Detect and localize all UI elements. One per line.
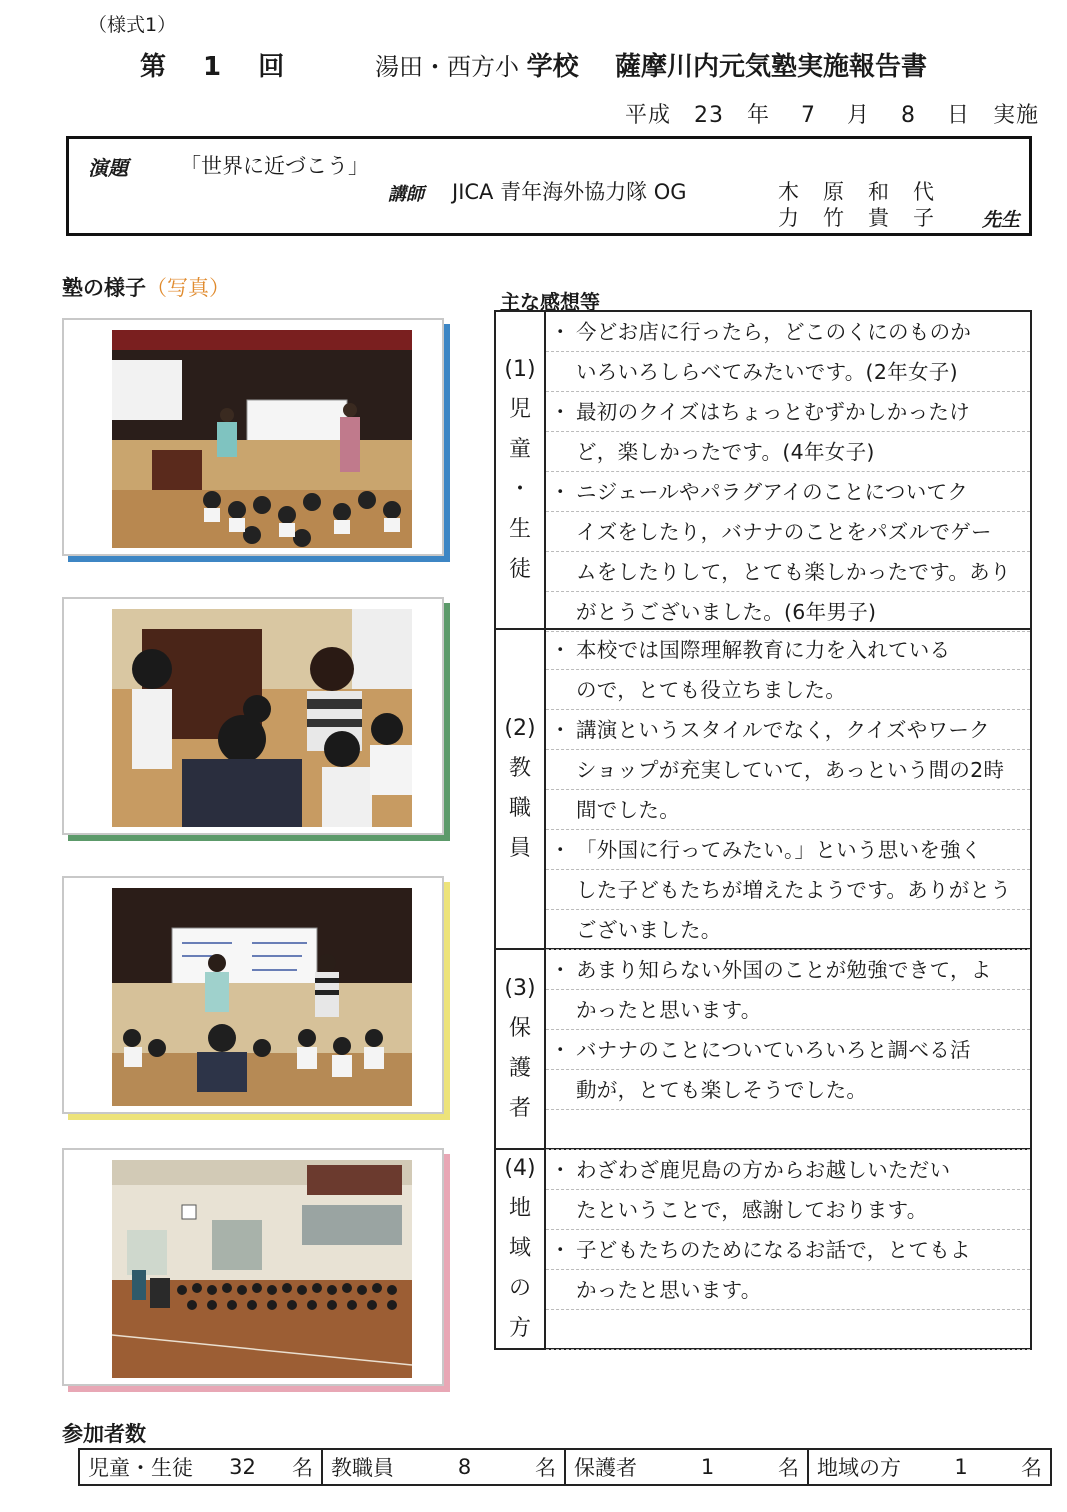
report-title: 薩摩川内元気塾実施報告書 (615, 52, 928, 82)
comment-line: ・ 本校では国際理解教育に力を入れている (546, 630, 1030, 670)
photo-4 (62, 1148, 444, 1386)
comment-line: ので，とても役立ちました。 (546, 670, 1030, 710)
comments-heading: 主な感想等 (500, 290, 600, 314)
participant-unit: 名 (535, 1456, 556, 1480)
participants-heading: 参加者数 (62, 1422, 146, 1446)
participant-count: 8 (457, 1455, 472, 1479)
photo-2 (62, 597, 444, 835)
comment-lines (546, 312, 1030, 632)
label-char: (3) (504, 976, 536, 1001)
comment-line: ・ 「外国に行ってみたい。」という思いを強く (546, 830, 1030, 870)
label-char: (4) (504, 1156, 536, 1181)
photo-1-image (112, 330, 412, 548)
label-char: (2) (504, 716, 536, 741)
comment-line: ・ ニジェールやパラグアイのことについてク (546, 472, 1030, 512)
label-char: ・ (508, 477, 531, 502)
comment-line: ・ バナナのことについていろいろと調べる活 (546, 1030, 1030, 1070)
comment-section (496, 312, 1030, 630)
implementation-date: 平成 23 年 7 月 8 日 実施 (625, 103, 1039, 128)
label-char: の (508, 1276, 531, 1301)
comment-section-label (496, 950, 546, 1148)
comment-lines (546, 630, 1030, 950)
lecturer-name-2: 力竹貴子 (778, 206, 958, 230)
participants-table (78, 1448, 1052, 1486)
label-char: 員 (508, 836, 531, 861)
comment-line: かったと思います。 (546, 990, 1030, 1030)
comment-lines (546, 950, 1030, 1150)
label-char: 教 (508, 756, 531, 781)
comment-section-label (496, 1150, 546, 1348)
photo-heading-sub: （写真） (146, 276, 230, 300)
comment-section-label (496, 630, 546, 948)
photo-3 (62, 876, 444, 1114)
comment-section (496, 1150, 1030, 1348)
comment-line: ・ 今どお店に行ったら，どこのくにのものか (546, 312, 1030, 352)
lecturer-organization: JICA 青年海外協力隊 OG (452, 180, 687, 204)
comment-line: ど，楽しかったです。(4年女子) (546, 432, 1030, 472)
honorific: 先生 (982, 209, 1021, 231)
participant-cell (323, 1450, 566, 1484)
label-char: 方 (508, 1316, 531, 1341)
topic-label: 演題 (88, 156, 128, 180)
comment-section (496, 950, 1030, 1150)
comment-line: いろいろしらべてみたいです。(2年女子) (546, 352, 1030, 392)
comment-line: ムをしたりして，とても楽しかったです。あり (546, 552, 1030, 592)
photo-section-heading (62, 272, 230, 302)
participant-label: 児童・生徒 (88, 1456, 193, 1480)
photo-heading-main: 塾の様子 (62, 276, 146, 300)
comment-line (546, 1310, 1030, 1350)
comment-line: ございました。 (546, 910, 1030, 950)
comment-line: かったと思います。 (546, 1270, 1030, 1310)
participant-unit: 名 (292, 1456, 313, 1480)
participant-cell (80, 1450, 323, 1484)
participant-count: 32 (229, 1455, 256, 1479)
comment-line: がとうございました。(6年男子) (546, 592, 1030, 632)
comment-line: した子どもたちが増えたようです。ありがとう (546, 870, 1030, 910)
school-suffix: 学校 (526, 52, 579, 82)
comment-section-label (496, 312, 546, 628)
label-char: 地 (508, 1196, 531, 1221)
label-char: 保 (508, 1016, 531, 1041)
photo-1 (62, 318, 444, 556)
label-char: (1) (504, 357, 536, 382)
participant-count: 1 (954, 1455, 968, 1479)
participant-unit: 名 (778, 1456, 799, 1480)
comments-table (494, 310, 1032, 1350)
comment-line: イズをしたり，バナナのことをパズルでゲー (546, 512, 1030, 552)
comment-line: ・ わざわざ鹿児島の方からお越しいただい (546, 1150, 1030, 1190)
session-number: 第 1 回 (140, 52, 299, 82)
photo-2-image (112, 609, 412, 827)
comment-section (496, 630, 1030, 950)
label-char: 童 (508, 437, 531, 462)
label-char: 護 (508, 1056, 531, 1081)
comment-line: たということで，感謝しております。 (546, 1190, 1030, 1230)
label-char: 域 (508, 1236, 531, 1261)
comment-line: 間でした。 (546, 790, 1030, 830)
school-name (375, 46, 579, 82)
participant-cell (809, 1450, 1050, 1484)
comment-line: ・ あまり知らない外国のことが勉強できて，よ (546, 950, 1030, 990)
form-number: （様式1） (88, 14, 177, 36)
participant-unit: 名 (1021, 1456, 1042, 1480)
comment-line: ・ 最初のクイズはちょっとむずかしかったけ (546, 392, 1030, 432)
participant-label: 保護者 (574, 1456, 637, 1480)
comment-line (546, 1110, 1030, 1150)
lecturer-label: 講師 (388, 184, 424, 205)
comment-line: ・ 子どもたちのためになるお話で，とてもよ (546, 1230, 1030, 1270)
label-char: 職 (508, 796, 531, 821)
participant-count: 1 (700, 1455, 715, 1479)
label-char: 者 (508, 1096, 531, 1121)
photo-4-image (112, 1160, 412, 1378)
comment-line: ショップが充実していて，あっという間の2時 (546, 750, 1030, 790)
comment-lines (546, 1150, 1030, 1350)
comment-line: 動が，とても楽しそうでした。 (546, 1070, 1030, 1110)
label-char: 児 (508, 397, 531, 422)
school-name-text: 湯田・西方小 (375, 53, 519, 81)
participant-label: 地域の方 (817, 1456, 901, 1480)
lecture-topic: 「世界に近づこう」 (180, 154, 369, 178)
participant-cell (566, 1450, 809, 1484)
label-char: 生 (508, 517, 531, 542)
label-char: 徒 (508, 557, 531, 582)
photo-3-image (112, 888, 412, 1106)
comment-line: ・ 講演というスタイルでなく，クイズやワーク (546, 710, 1030, 750)
lecturer-name-1: 木原和代 (778, 180, 958, 204)
participant-label: 教職員 (331, 1456, 394, 1480)
